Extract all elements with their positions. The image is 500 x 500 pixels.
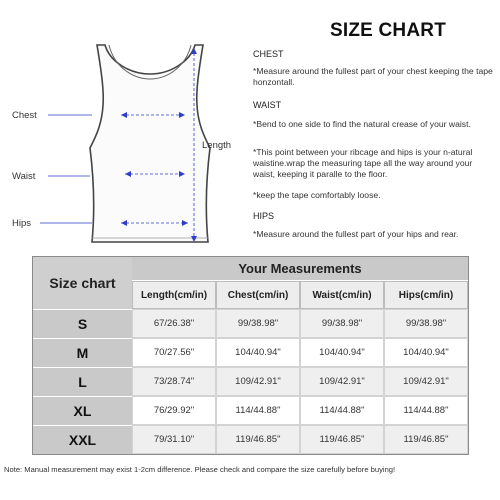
tank-top-illustration: [0, 30, 245, 260]
disclaimer-note: Note: Manual measurement may exist 1-2cm difference. Please check and compare the size carefully before buying!: [4, 465, 396, 474]
waist-label: Waist: [12, 171, 36, 182]
table-cell: 73/28.74": [132, 367, 216, 396]
table-cell: 109/42.91": [216, 367, 300, 396]
hips-label: Hips: [12, 218, 32, 229]
measurements-header: Your Measurements: [132, 257, 468, 281]
size-label-s: S: [33, 309, 132, 338]
size-label-xxl: XXL: [33, 425, 132, 454]
size-label-l: L: [33, 367, 132, 396]
table-cell: 79/31.10": [132, 425, 216, 454]
length-label: Length: [202, 140, 232, 151]
size-chart-table: [32, 256, 469, 455]
chest-instruction: *Measure around the fullest part of your chest keeping the tape honzontall.: [253, 66, 493, 87]
table-cell: 114/44.88": [384, 396, 468, 425]
table-cell: 119/46.85": [216, 425, 300, 454]
table-cell: 104/40.94": [300, 338, 384, 367]
size-label-m: M: [33, 338, 132, 367]
table-cell: 67/26.38": [132, 309, 216, 338]
table-cell: 109/42.91": [300, 367, 384, 396]
column-header-waist: Waist(cm/in): [300, 281, 384, 309]
table-cell: 76/29.92": [132, 396, 216, 425]
column-header-hips: Hips(cm/in): [384, 281, 468, 309]
table-cell: 114/44.88": [300, 396, 384, 425]
column-header-length: Length(cm/in): [132, 281, 216, 309]
table-cell: 99/38.98": [300, 309, 384, 338]
size-chart-header: Size chart: [33, 257, 132, 309]
hips-instruction: *Measure around the fullest part of your hips and rear.: [253, 229, 459, 239]
table-cell: 114/44.88": [216, 396, 300, 425]
chest-heading: CHEST: [253, 49, 284, 59]
table-cell: 99/38.98": [384, 309, 468, 338]
table-cell: 104/40.94": [384, 338, 468, 367]
table-cell: 70/27.56": [132, 338, 216, 367]
size-label-xl: XL: [33, 396, 132, 425]
waist-instruction-1: *Bend to one side to find the natural crease of your waist.: [253, 119, 471, 129]
table-cell: 119/46.85": [384, 425, 468, 454]
table-cell: 99/38.98": [216, 309, 300, 338]
hips-heading: HIPS: [253, 211, 275, 221]
waist-instruction-3: *keep the tape comfortably loose.: [253, 190, 381, 200]
waist-heading: WAIST: [253, 100, 282, 110]
table-cell: 104/40.94": [216, 338, 300, 367]
chest-label: Chest: [12, 110, 37, 121]
waist-instruction-2: *This point between your ribcage and hips is your n-atural waistine.wrap the measuring tape all the way around your waist, keeping it paralle to the floor.: [253, 147, 473, 179]
page-title: SIZE CHART: [330, 20, 446, 41]
column-header-chest: Chest(cm/in): [216, 281, 300, 309]
table-cell: 109/42.91": [384, 367, 468, 396]
table-cell: 119/46.85": [300, 425, 384, 454]
